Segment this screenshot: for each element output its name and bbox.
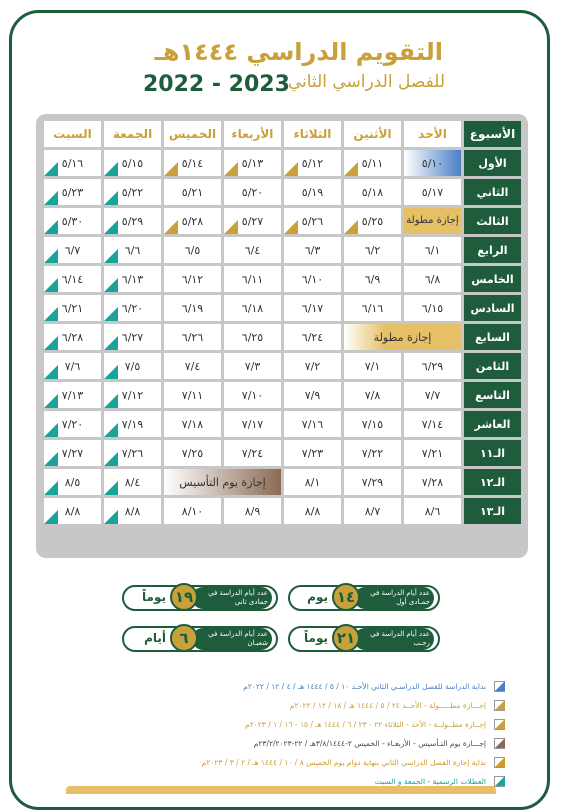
table-row [44, 353, 521, 379]
date-cell: ٧/٢٦ [104, 440, 161, 466]
date-cell: ٧/٢٥ [164, 440, 221, 466]
date-cell: ٧/٦ [44, 353, 101, 379]
count-label: عدد أيام الدراسة في جمادى ثاني [192, 587, 272, 609]
date-cell: ٧/١٥ [344, 411, 401, 437]
week-label: العاشر [464, 411, 521, 437]
legend [60, 677, 505, 791]
date-cell: ٦/١٩ [164, 295, 221, 321]
date-cell: ٥/١٠ [404, 150, 461, 176]
date-cell: ٦/٥ [164, 237, 221, 263]
academic-years: 2022 - 2023 [143, 72, 290, 97]
legend-text: العطلات الرسمية - الجمعة و السبت [374, 776, 486, 786]
legend-swatch [494, 719, 505, 730]
date-cell: ٦/٢٤ [284, 324, 341, 350]
date-cell: ٥/١٤ [164, 150, 221, 176]
week-label: الرابع [464, 237, 521, 263]
date-cell: ٧/٣ [224, 353, 281, 379]
semester-subtitle: للفصل الدراسي الثاني [287, 72, 445, 92]
date-cell: ٨/٧ [344, 498, 401, 524]
date-cell: ٥/٢٢ [104, 179, 161, 205]
header-tuesday: الثلاثاء [284, 121, 341, 147]
legend-swatch [494, 700, 505, 711]
legend-item [60, 715, 505, 733]
legend-text: إجـــازة مطـــــولة - الأحــد ٢٤ / ٥ / ١٤٤٤ هـ / ١٨ / ١٢ / ٢٠٢٢م [289, 700, 486, 710]
week-label: الثاني [464, 179, 521, 205]
legend-item [60, 734, 505, 752]
date-cell: ٥/١٣ [224, 150, 281, 176]
count-number: ٦ [170, 624, 198, 652]
date-cell: ٧/٢٤ [224, 440, 281, 466]
count-jumada-1 [288, 585, 440, 611]
date-cell: ٧/٧ [404, 382, 461, 408]
date-cell: ٦/١٧ [284, 295, 341, 321]
week-label: الـ١٣ [464, 498, 521, 524]
date-cell: ٦/٢٨ [44, 324, 101, 350]
date-cell: ٥/١٩ [284, 179, 341, 205]
date-cell: ٧/٢٢ [344, 440, 401, 466]
count-unit: أيام [144, 631, 166, 645]
header-saturday: السبت [44, 121, 101, 147]
count-number: ١٩ [170, 583, 198, 611]
date-cell: ٧/٢٣ [284, 440, 341, 466]
holiday-cell: إجازة مطولة [404, 208, 461, 234]
table-row [44, 440, 521, 466]
long-holiday-cell: إجازة مطولة [344, 324, 461, 350]
table-row [44, 237, 521, 263]
count-shaban [122, 626, 278, 652]
count-label: عدد أيام الدراسة في شعبـان [192, 628, 272, 650]
table-row [44, 411, 521, 437]
date-cell: ٦/١١ [224, 266, 281, 292]
count-unit: يوماً [142, 590, 166, 604]
date-cell: ٨/٨ [44, 498, 101, 524]
week-label: الـ١١ [464, 440, 521, 466]
legend-item [60, 696, 505, 714]
date-cell: ٧/٢ [284, 353, 341, 379]
date-cell: ٥/٢٠ [224, 179, 281, 205]
legend-text: إجـــازة يوم التـأسيس - الأربعـاء - الخميس ٢-٣/٨/١٤٤٤هـ / ٢٢-٢٣/٢/٢٠٢٣م [253, 738, 486, 748]
table-row [44, 324, 521, 350]
week-label: الخامس [464, 266, 521, 292]
date-cell: ٨/١٠ [164, 498, 221, 524]
table-row [44, 469, 521, 495]
date-cell: ٥/٢٣ [44, 179, 101, 205]
date-cell: ٥/١٥ [104, 150, 161, 176]
date-cell: ٧/٢٨ [404, 469, 461, 495]
date-cell: ٨/٨ [284, 498, 341, 524]
table-row [44, 382, 521, 408]
date-cell: ٦/١٣ [104, 266, 161, 292]
founding-day-cell: إجازة يوم التأسيس [164, 469, 281, 495]
table-row [44, 498, 521, 524]
date-cell: ٧/١٩ [104, 411, 161, 437]
date-cell: ٧/١٨ [164, 411, 221, 437]
legend-text: بداية الدراسة للفصل الدراسـي الثاني الأحـد ١٠ / ٥ / ١٤٤٤ هـ / ٤ / ١٢ / ٢٠٢٢م [243, 681, 486, 691]
footer-bar [66, 786, 496, 794]
date-cell: ٧/١ [344, 353, 401, 379]
date-cell: ٧/٢٩ [344, 469, 401, 495]
date-cell: ٨/٤ [104, 469, 161, 495]
legend-item [60, 753, 505, 771]
table-row [44, 179, 521, 205]
date-cell: ٦/٢٥ [224, 324, 281, 350]
date-cell: ٧/١٢ [104, 382, 161, 408]
calendar-title: التقويم الدراسي ١٤٤٤هـ [154, 38, 443, 66]
date-cell: ٦/١٢ [164, 266, 221, 292]
date-cell: ٧/٢٠ [44, 411, 101, 437]
legend-swatch [494, 776, 505, 787]
date-cell: ٦/١٨ [224, 295, 281, 321]
count-number: ١٤ [332, 583, 360, 611]
table-row [44, 266, 521, 292]
date-cell: ٧/٥ [104, 353, 161, 379]
date-cell: ٦/٢ [344, 237, 401, 263]
table-header-row [44, 121, 521, 147]
calendar-table-wrapper [36, 114, 528, 558]
date-cell: ٦/١٤ [44, 266, 101, 292]
date-cell: ٥/١٨ [344, 179, 401, 205]
date-cell: ٨/٦ [404, 498, 461, 524]
date-cell: ٨/٨ [104, 498, 161, 524]
legend-swatch [494, 757, 505, 768]
header-week: الأسبوع [464, 121, 521, 147]
date-cell: ٥/١٢ [284, 150, 341, 176]
week-label: الـ١٢ [464, 469, 521, 495]
date-cell: ٦/٣ [284, 237, 341, 263]
date-cell: ٦/٤ [224, 237, 281, 263]
date-cell: ٥/١٧ [404, 179, 461, 205]
date-cell: ٦/١٠ [284, 266, 341, 292]
date-cell: ٧/١٤ [404, 411, 461, 437]
date-cell: ٧/١٠ [224, 382, 281, 408]
date-cell: ٦/٢١ [44, 295, 101, 321]
date-cell: ٥/٢٦ [284, 208, 341, 234]
date-cell: ٦/٧ [44, 237, 101, 263]
date-cell: ٦/١٥ [404, 295, 461, 321]
date-cell: ٦/١٦ [344, 295, 401, 321]
legend-swatch [494, 681, 505, 692]
week-label: السابع [464, 324, 521, 350]
date-cell: ٥/٢٧ [224, 208, 281, 234]
header-monday: الأثنين [344, 121, 401, 147]
date-cell: ٦/٨ [404, 266, 461, 292]
date-cell: ٥/٢٥ [344, 208, 401, 234]
date-cell: ٧/١٧ [224, 411, 281, 437]
date-cell: ٥/١١ [344, 150, 401, 176]
legend-swatch [494, 738, 505, 749]
header-sunday: الأحد [404, 121, 461, 147]
date-cell: ٧/٢٧ [44, 440, 101, 466]
table-row [44, 208, 521, 234]
count-label: عدد أيام الدراسة في رجـب [354, 628, 434, 650]
date-cell: ٦/٢٧ [104, 324, 161, 350]
date-cell: ٦/٢٩ [404, 353, 461, 379]
date-cell: ٧/١٦ [284, 411, 341, 437]
count-unit: يوم [307, 590, 328, 604]
date-cell: ٦/٢٠ [104, 295, 161, 321]
date-cell: ٨/٥ [44, 469, 101, 495]
date-cell: ٥/٢١ [164, 179, 221, 205]
date-cell: ٧/٢١ [404, 440, 461, 466]
header-thursday: الخميس [164, 121, 221, 147]
legend-text: إجــازة مطــولــة - الأحد - الثلاثاء ٢٢ - ٢٣ / ٦ / ١٤٤٤ هـ / ١٥ - ١٦ / ١ / ٢٠٢٣م [245, 719, 486, 729]
date-cell: ٥/١٦ [44, 150, 101, 176]
legend-item [60, 677, 505, 695]
date-cell: ٦/٢٦ [164, 324, 221, 350]
calendar-table [41, 118, 524, 527]
table-row [44, 295, 521, 321]
count-label: عدد أيام الدراسة في جمـادى أول [354, 587, 434, 609]
table-row [44, 150, 521, 176]
week-label: السادس [464, 295, 521, 321]
date-cell: ٨/٩ [224, 498, 281, 524]
count-unit: يوماً [304, 631, 328, 645]
count-number: ٢١ [332, 624, 360, 652]
date-cell: ٧/٩ [284, 382, 341, 408]
legend-text: بداية إجازة الفصل الدراسي الثاني بنهاية دوام يوم الخميس ٨ / ١٠ / ١٤٤٤ هـ / ٢ / ٣ / ٢٠٢٣م [201, 757, 486, 767]
date-cell: ٦/٦ [104, 237, 161, 263]
date-cell: ٧/٤ [164, 353, 221, 379]
date-cell: ٧/١١ [164, 382, 221, 408]
header-wednesday: الأربعاء [224, 121, 281, 147]
week-label: الأول [464, 150, 521, 176]
week-label: التاسع [464, 382, 521, 408]
week-label: الثالث [464, 208, 521, 234]
date-cell: ٨/١ [284, 469, 341, 495]
date-cell: ٥/٢٩ [104, 208, 161, 234]
header-friday: الجمعة [104, 121, 161, 147]
date-cell: ٥/٣٠ [44, 208, 101, 234]
date-cell: ٧/٨ [344, 382, 401, 408]
date-cell: ٦/٩ [344, 266, 401, 292]
date-cell: ٧/١٣ [44, 382, 101, 408]
count-jumada-2 [122, 585, 278, 611]
date-cell: ٦/١ [404, 237, 461, 263]
week-label: الثامن [464, 353, 521, 379]
date-cell: ٥/٢٨ [164, 208, 221, 234]
count-rajab [288, 626, 440, 652]
